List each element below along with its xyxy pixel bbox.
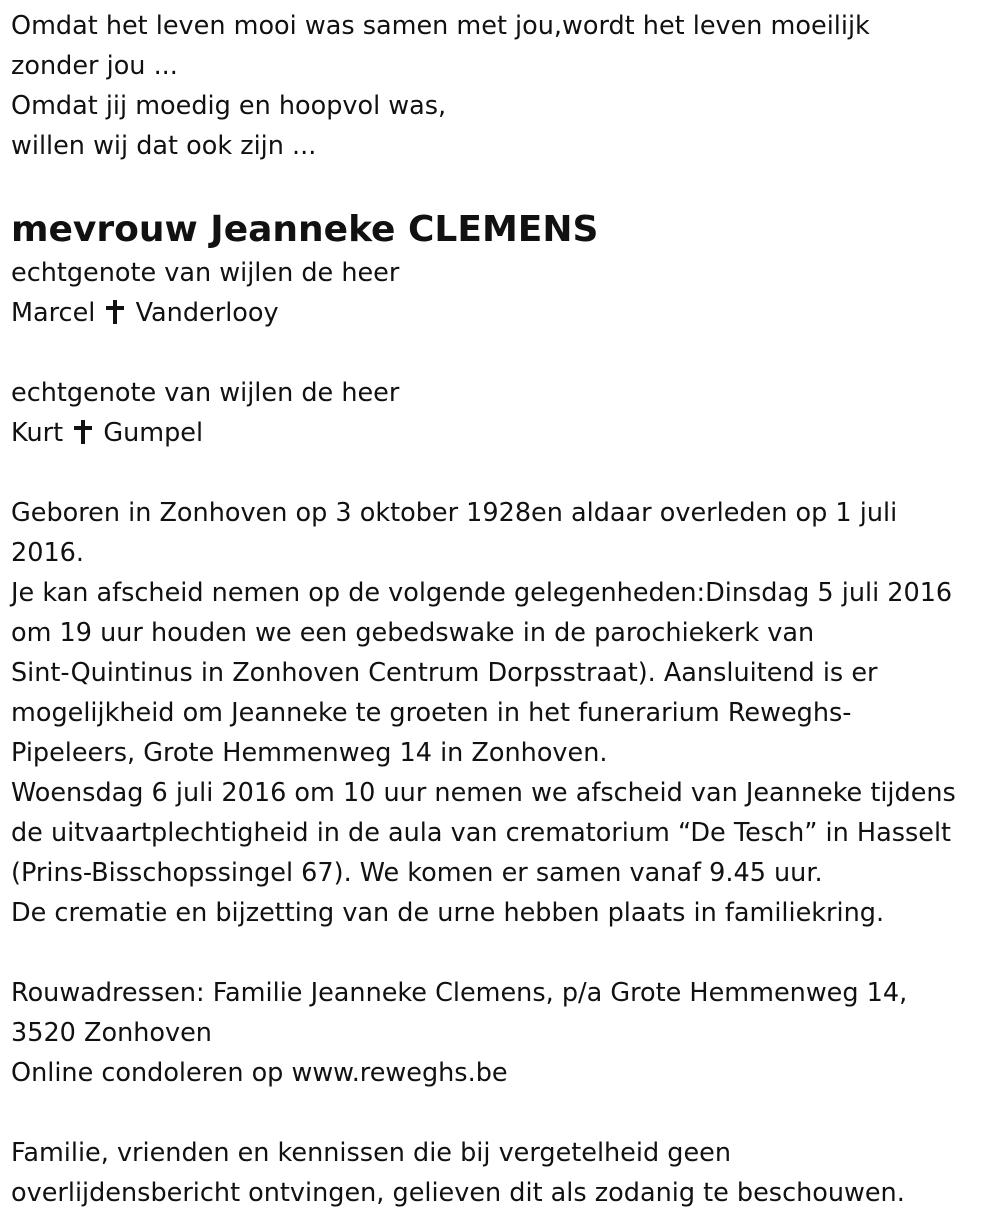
spacer xyxy=(11,933,993,973)
closing-line: Familie, vrienden en kennissen die bij vergetelheid geen xyxy=(11,1138,731,1168)
spouse-relation: echtgenote van wijlen de heer xyxy=(11,378,400,408)
detail-line: Woensdag 6 juli 2016 om 10 uur nemen we afscheid van Jeanneke tijdens xyxy=(11,778,956,808)
poem-line: willen wij dat ook zijn ... xyxy=(11,131,317,161)
spacer xyxy=(11,166,993,206)
cross-icon xyxy=(73,420,93,444)
detail-line: 2016. xyxy=(11,538,85,568)
detail-line: De crematie en bijzetting van de urne hebben plaats in familiekring. xyxy=(11,898,885,928)
cross-icon xyxy=(105,300,125,324)
spacer xyxy=(11,453,993,493)
contact-line: 3520 Zonhoven xyxy=(11,1018,212,1048)
obituary-notice xyxy=(11,6,993,1213)
spouse-relation: echtgenote van wijlen de heer xyxy=(11,258,400,288)
closing-line: overlijdensbericht ontvingen, gelieven dit als zodanig te beschouwen. xyxy=(11,1178,905,1208)
spouse-block xyxy=(11,373,993,453)
spouse-first-name: Marcel xyxy=(11,298,96,328)
detail-line: Geboren in Zonhoven op 3 oktober 1928en aldaar overleden op 1 juli xyxy=(11,498,898,528)
detail-line: (Prins-Bisschopssingel 67). We komen er samen vanaf 9.45 uur. xyxy=(11,858,823,888)
closing-note xyxy=(11,1133,993,1213)
spacer xyxy=(11,1093,993,1133)
detail-line: Pipeleers, Grote Hemmenweg 14 in Zonhoven. xyxy=(11,738,608,768)
detail-line: om 19 uur houden we een gebedswake in de parochiekerk van xyxy=(11,618,815,648)
detail-line: Sint-Quintinus in Zonhoven Centrum Dorpsstraat). Aansluitend is er xyxy=(11,658,878,688)
spouse-last-name: Vanderlooy xyxy=(135,298,279,328)
spouse-last-name: Gumpel xyxy=(103,418,204,448)
contact-line: Rouwadressen: Familie Jeanneke Clemens, p/a Grote Hemmenweg 14, xyxy=(11,978,908,1008)
spouse-first-name: Kurt xyxy=(11,418,64,448)
detail-line: mogelijkheid om Jeanneke te groeten in het funerarium Reweghs- xyxy=(11,698,852,728)
spouse-name xyxy=(11,293,993,333)
contact-info xyxy=(11,973,993,1093)
spouse-name xyxy=(11,413,993,453)
funeral-details xyxy=(11,493,993,933)
detail-line: de uitvaartplechtigheid in de aula van crematorium “De Tesch” in Hasselt xyxy=(11,818,952,848)
spacer xyxy=(11,333,993,373)
spouse-block xyxy=(11,253,993,333)
intro-poem xyxy=(11,6,993,166)
poem-line: Omdat het leven mooi was samen met jou,wordt het leven moeilijk xyxy=(11,11,870,41)
poem-line: zonder jou ... xyxy=(11,51,178,81)
detail-line: Je kan afscheid nemen op de volgende gelegenheden:Dinsdag 5 juli 2016 xyxy=(11,578,953,608)
condolence-link: Online condoleren op www.reweghs.be xyxy=(11,1058,508,1088)
poem-line: Omdat jij moedig en hoopvol was, xyxy=(11,91,447,121)
deceased-name: mevrouw Jeanneke CLEMENS xyxy=(11,209,599,250)
